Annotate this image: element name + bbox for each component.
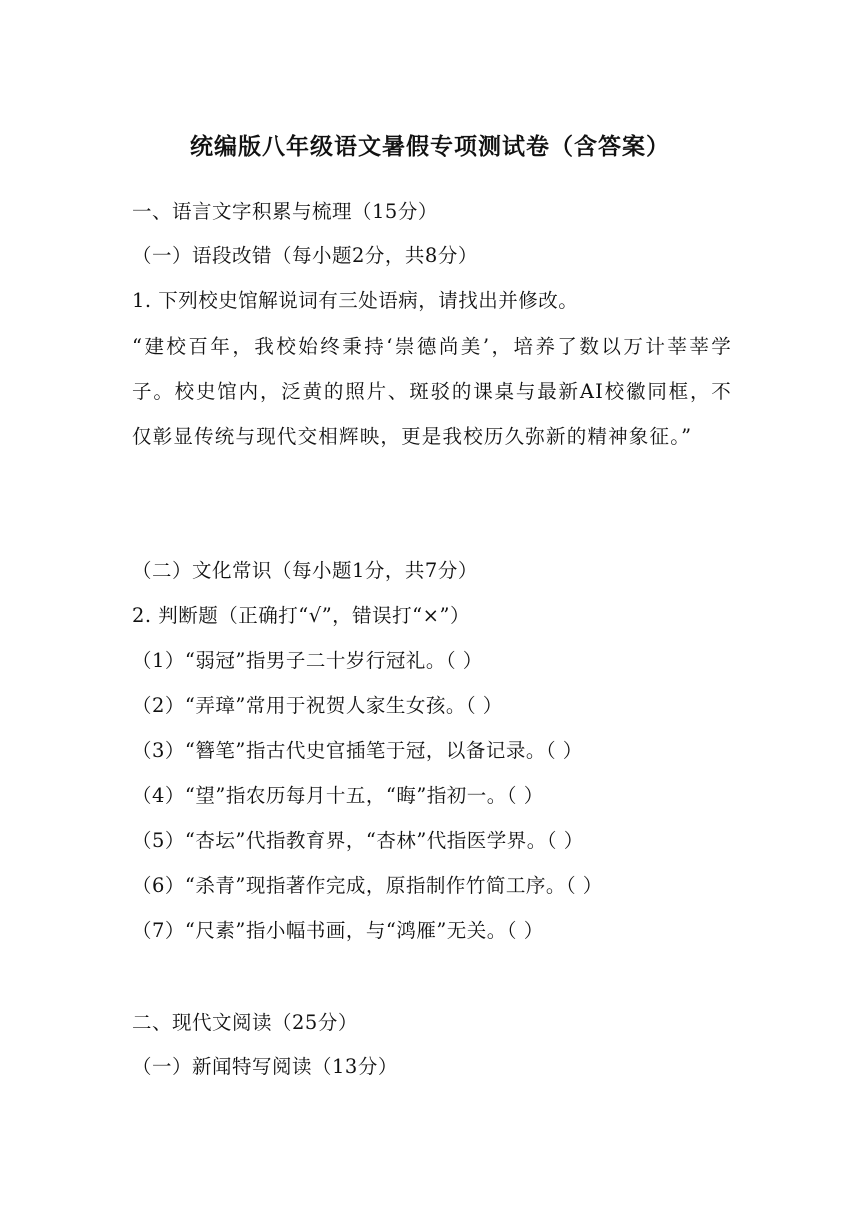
section2-heading: 二、现代文阅读（25分） <box>132 1011 358 1034</box>
question2-item-7: （7）“尺素”指小幅书画，与“鸿雁”无关。（ ） <box>132 919 544 942</box>
question2-item-2: （2）“弄璋”常用于祝贺人家生女孩。（ ） <box>132 694 503 717</box>
section1-heading: 一、语言文字积累与梳理（15分） <box>132 200 438 223</box>
question2-prompt: 2. 判断题（正确打“√”，错误打“×”） <box>132 604 470 627</box>
question2-item-6: （6）“杀青”现指著作完成，原指制作竹简工序。（ ） <box>132 874 603 897</box>
document-title: 统编版八年级语文暑假专项测试卷（含答案） <box>190 134 670 160</box>
question2-item-1: （1）“弱冠”指男子二十岁行冠礼。（ ） <box>132 649 483 672</box>
section2-part1-heading: （一）新闻特写阅读（13分） <box>132 1055 398 1078</box>
question2-item-3: （3）“簪笔”指古代史官插笔于冠，以备记录。（ ） <box>132 739 583 762</box>
question2-item-4: （4）“望”指农历每月十五，“晦”指初一。（ ） <box>132 784 544 807</box>
section1-part1-heading: （一）语段改错（每小题2分，共8分） <box>132 244 478 267</box>
question1-prompt: 1. 下列校史馆解说词有三处语病，请找出并修改。 <box>132 289 579 312</box>
section1-part2-heading: （二）文化常识（每小题1分，共7分） <box>132 559 478 582</box>
question2-item-5: （5）“杏坛”代指教育界，“杏林”代指医学界。（ ） <box>132 829 584 852</box>
question1-passage: “建校百年，我校始终秉持‘崇德尚美’，培养了数以万计莘莘学子。校史馆内，泛黄的照片、斑驳的课桌与最新AI校徽同框，不仅彰显传统与现代交相辉映，更是我校历久弥新的精神象征。” <box>132 335 732 448</box>
